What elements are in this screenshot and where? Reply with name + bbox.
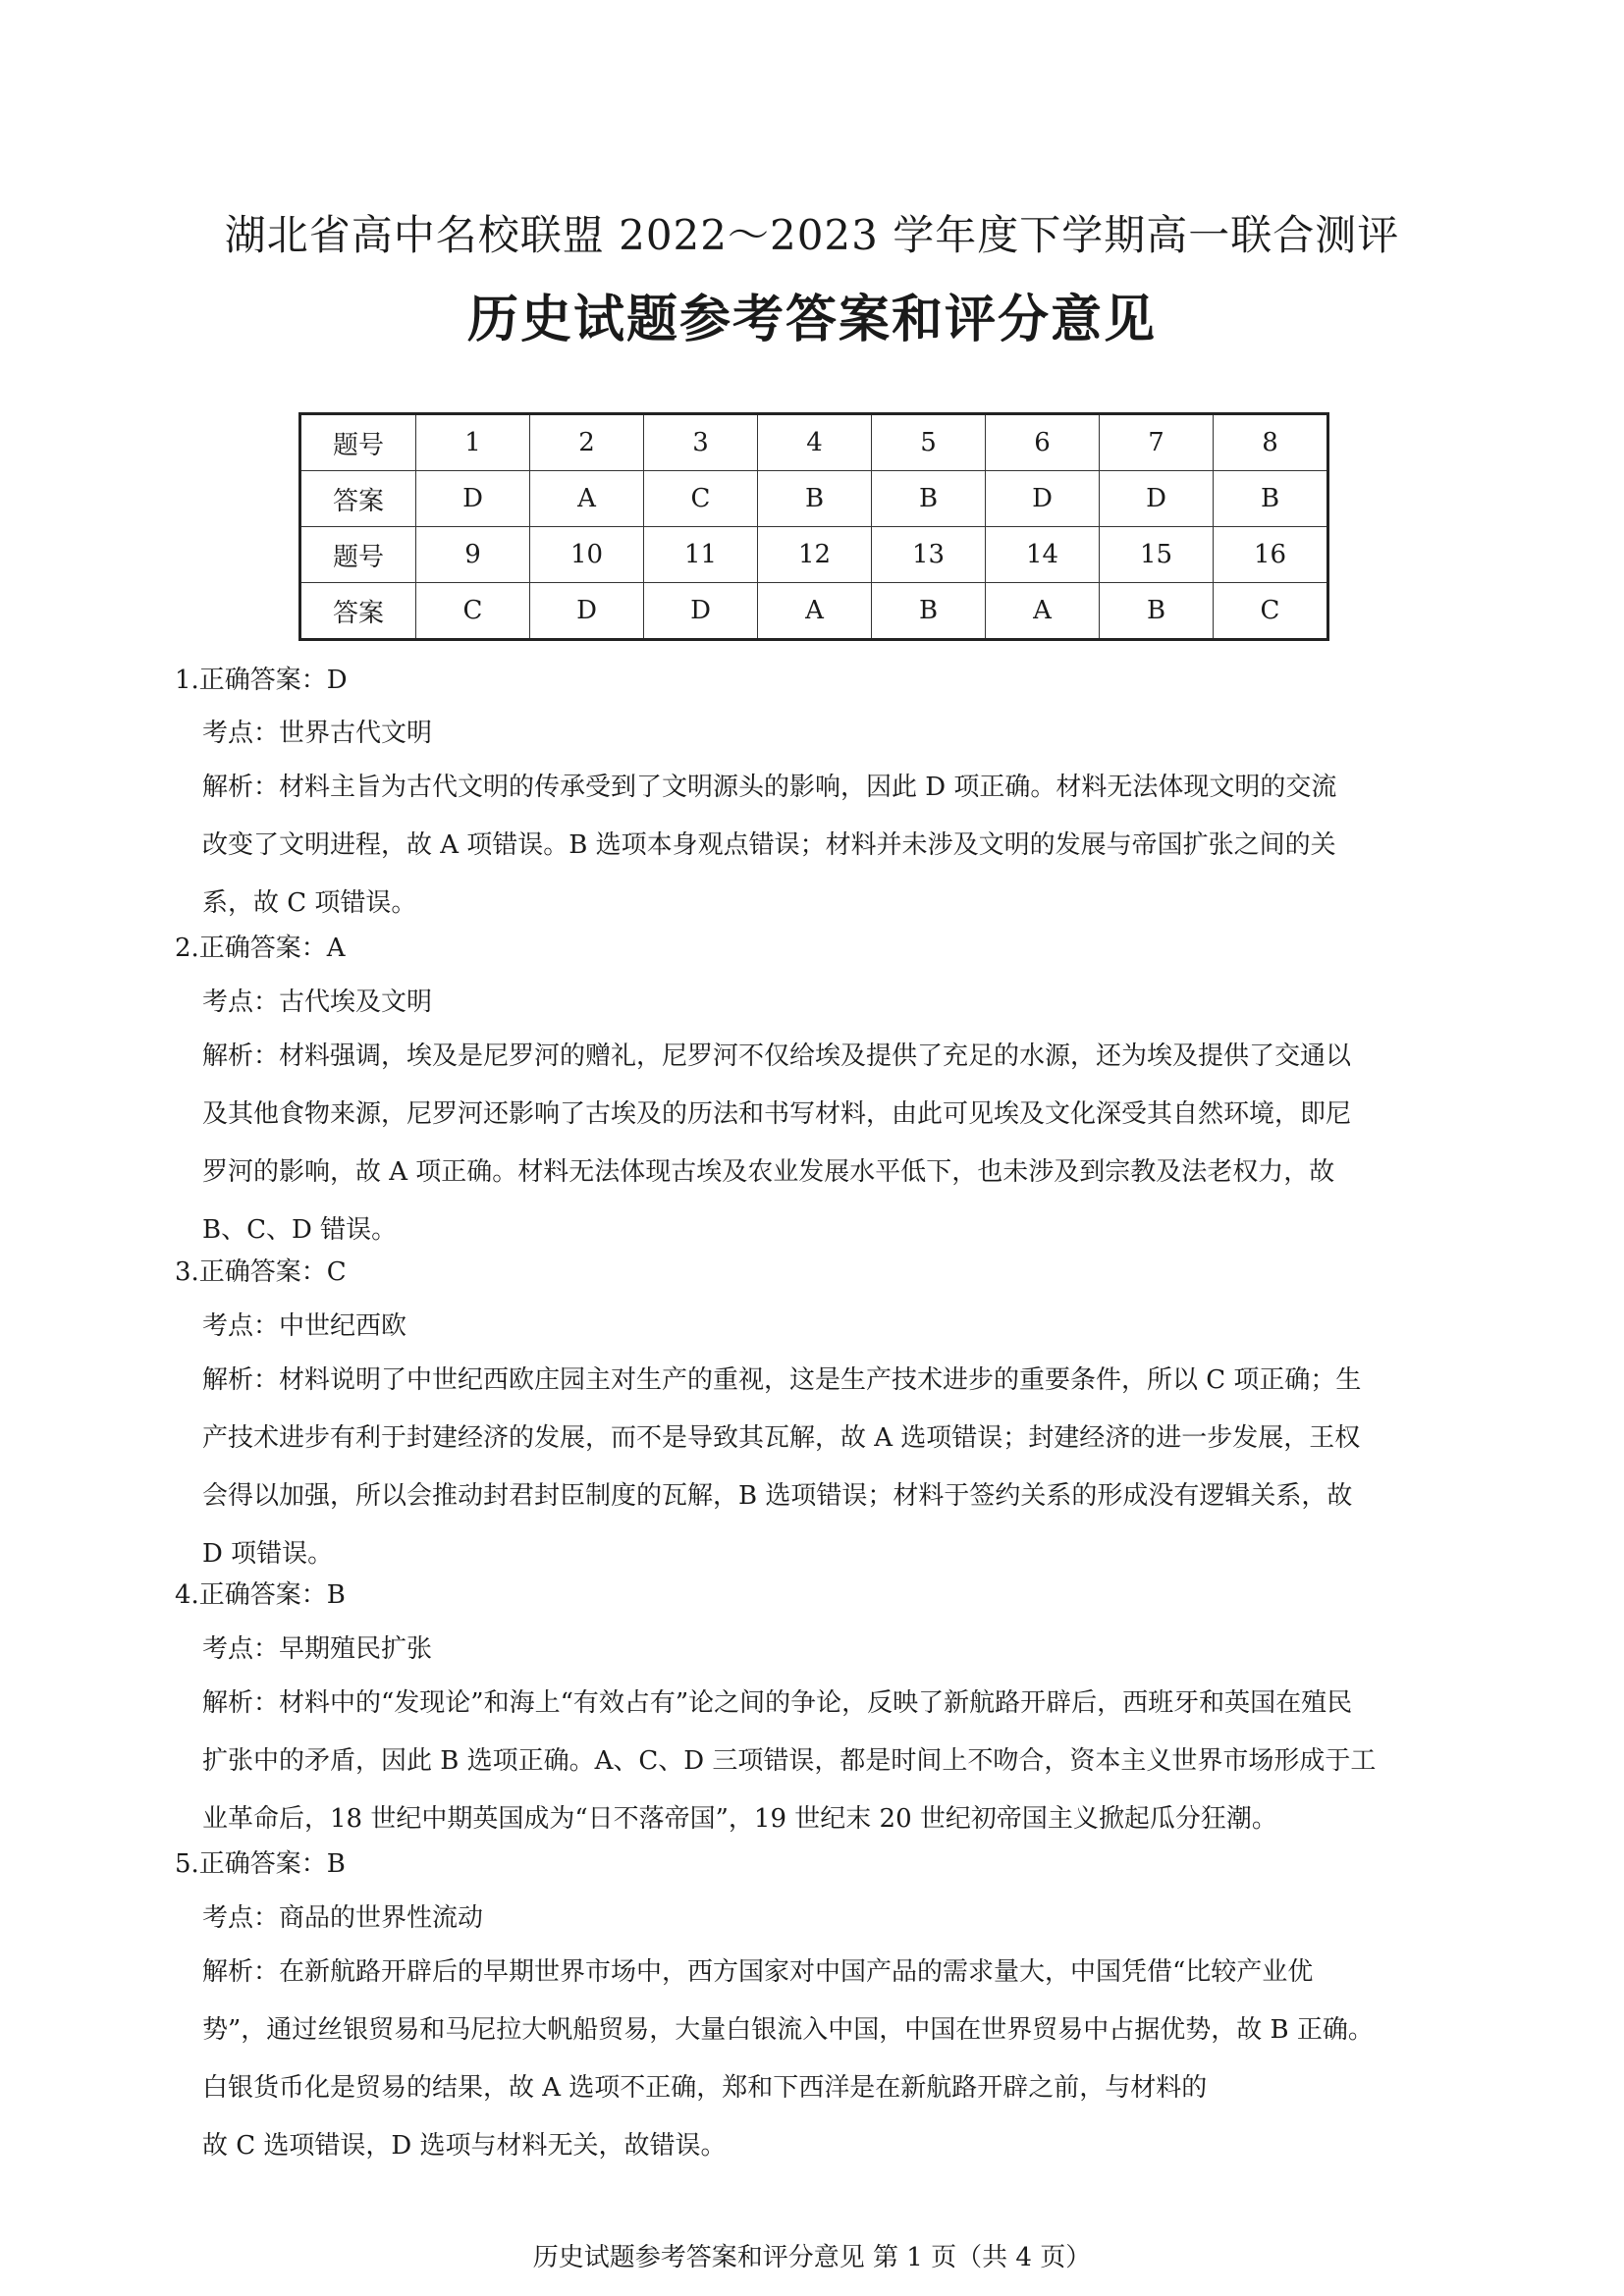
question-5-analysis <box>202 1957 1469 2189</box>
question-2-answer: 2.正确答案：A <box>175 934 346 963</box>
analysis-line: 白银货币化是贸易的结果，故 A 选项不正确，郑和下西洋是在新航路开辟之前，与材料的 <box>202 2073 1208 2103</box>
table-cell: B <box>872 583 986 640</box>
table-cell: D <box>644 583 758 640</box>
question-5-answer: 5.正确答案：B <box>175 1849 346 1879</box>
analysis-line: 业革命后，18 世纪中期英国成为“日不落帝国”，19 世纪末 20 世纪初帝国主义掀起瓜分狂潮。 <box>202 1804 1277 1834</box>
analysis-line: B、C、D 错误。 <box>202 1215 398 1245</box>
question-3-analysis <box>202 1365 1469 1597</box>
analysis-line: 故 C 选项错误，D 选项与材料无关，故错误。 <box>202 2131 727 2161</box>
table-row <box>300 471 1328 527</box>
question-4-point: 考点：早期殖民扩张 <box>202 1634 433 1664</box>
table-cell: B <box>1100 583 1214 640</box>
question-5-point: 考点：商品的世界性流动 <box>202 1903 484 1933</box>
table-cell: D <box>1100 471 1214 527</box>
table-cell: C <box>644 471 758 527</box>
table-cell: 题号 <box>300 527 416 583</box>
table-cell: 12 <box>758 527 872 583</box>
table-row <box>300 527 1328 583</box>
question-3-point: 考点：中世纪西欧 <box>202 1311 407 1341</box>
document-subtitle: 历史试题参考答案和评分意见 <box>466 291 1157 349</box>
analysis-line: 扩张中的矛盾，因此 B 选项正确。A、C、D 三项错误，都是时间上不吻合，资本主义世界市场形成于工 <box>202 1746 1377 1776</box>
table-cell: A <box>986 583 1100 640</box>
analysis-line: 产技术进步有利于封建经济的发展，而不是导致其瓦解，故 A 选项错误；封建经济的进一步发展，王权 <box>202 1423 1361 1453</box>
table-cell: 3 <box>644 414 758 471</box>
analysis-line: 解析：材料中的“发现论”和海上“有效占有”论之间的争论，反映了新航路开辟后，西班牙和英国在殖民 <box>202 1688 1353 1718</box>
question-2-point: 考点：古代埃及文明 <box>202 988 433 1017</box>
table-cell: 11 <box>644 527 758 583</box>
answer-table <box>298 412 1329 641</box>
analysis-line: 解析：在新航路开辟后的早期世界市场中，西方国家对中国产品的需求量大，中国凭借“比较产业优 <box>202 1957 1314 1987</box>
page-footer: 历史试题参考答案和评分意见 第 1 页（共 4 页） <box>532 2243 1092 2272</box>
question-2-analysis <box>202 1041 1469 1273</box>
question-3-answer: 3.正确答案：C <box>175 1257 347 1287</box>
table-cell: D <box>416 471 530 527</box>
table-cell: 1 <box>416 414 530 471</box>
table-cell: A <box>758 583 872 640</box>
question-1-answer: 1.正确答案：D <box>175 666 348 695</box>
analysis-line: 会得以加强，所以会推动封君封臣制度的瓦解，B 选项错误；材料于签约关系的形成没有逻辑关系，故 <box>202 1481 1353 1511</box>
question-1-analysis <box>202 773 1469 946</box>
table-cell: D <box>530 583 644 640</box>
table-cell: 14 <box>986 527 1100 583</box>
table-cell: 答案 <box>300 471 416 527</box>
analysis-line: 解析：材料说明了中世纪西欧庄园主对生产的重视，这是生产技术进步的重要条件，所以 C 项正确；生 <box>202 1365 1362 1395</box>
table-cell: 15 <box>1100 527 1214 583</box>
table-cell: 10 <box>530 527 644 583</box>
question-1-point: 考点：世界古代文明 <box>202 719 433 748</box>
document-title: 湖北省高中名校联盟 2022～2023 学年度下学期高一联合测评 <box>224 211 1400 259</box>
question-4-analysis <box>202 1688 1469 1862</box>
analysis-line: 罗河的影响，故 A 项正确。材料无法体现古埃及农业发展水平低下，也未涉及到宗教及法老权力，故 <box>202 1157 1335 1187</box>
table-cell: 4 <box>758 414 872 471</box>
table-cell: 答案 <box>300 583 416 640</box>
analysis-line: D 项错误。 <box>202 1539 334 1569</box>
table-cell: 7 <box>1100 414 1214 471</box>
analysis-line: 解析：材料主旨为古代文明的传承受到了文明源头的影响，因此 D 项正确。材料无法体现文明的交流 <box>202 773 1337 802</box>
table-cell: B <box>1214 471 1328 527</box>
table-cell: 题号 <box>300 414 416 471</box>
table-cell: C <box>416 583 530 640</box>
table-cell: 5 <box>872 414 986 471</box>
question-4-answer: 4.正确答案：B <box>175 1580 346 1610</box>
table-cell: 16 <box>1214 527 1328 583</box>
analysis-line: 解析：材料强调，埃及是尼罗河的赠礼，尼罗河不仅给埃及提供了充足的水源，还为埃及提供了交通以 <box>202 1041 1352 1071</box>
analysis-line: 势”，通过丝银贸易和马尼拉大帆船贸易，大量白银流入中国，中国在世界贸易中占据优势，故 B 正确。 <box>202 2015 1374 2045</box>
analysis-line: 改变了文明进程，故 A 项错误。B 选项本身观点错误；材料并未涉及文明的发展与帝国扩张之间的关 <box>202 830 1336 860</box>
table-cell: 2 <box>530 414 644 471</box>
table-cell: 6 <box>986 414 1100 471</box>
analysis-line: 系，故 C 项错误。 <box>202 888 417 918</box>
table-cell: D <box>986 471 1100 527</box>
table-row <box>300 583 1328 640</box>
table-cell: C <box>1214 583 1328 640</box>
table-cell: 8 <box>1214 414 1328 471</box>
table-cell: 13 <box>872 527 986 583</box>
table-cell: A <box>530 471 644 527</box>
analysis-line: 及其他食物来源，尼罗河还影响了古埃及的历法和书写材料，由此可见埃及文化深受其自然环境，即尼 <box>202 1099 1352 1129</box>
table-cell: B <box>758 471 872 527</box>
table-cell: B <box>872 471 986 527</box>
table-row <box>300 414 1328 471</box>
table-cell: 9 <box>416 527 530 583</box>
